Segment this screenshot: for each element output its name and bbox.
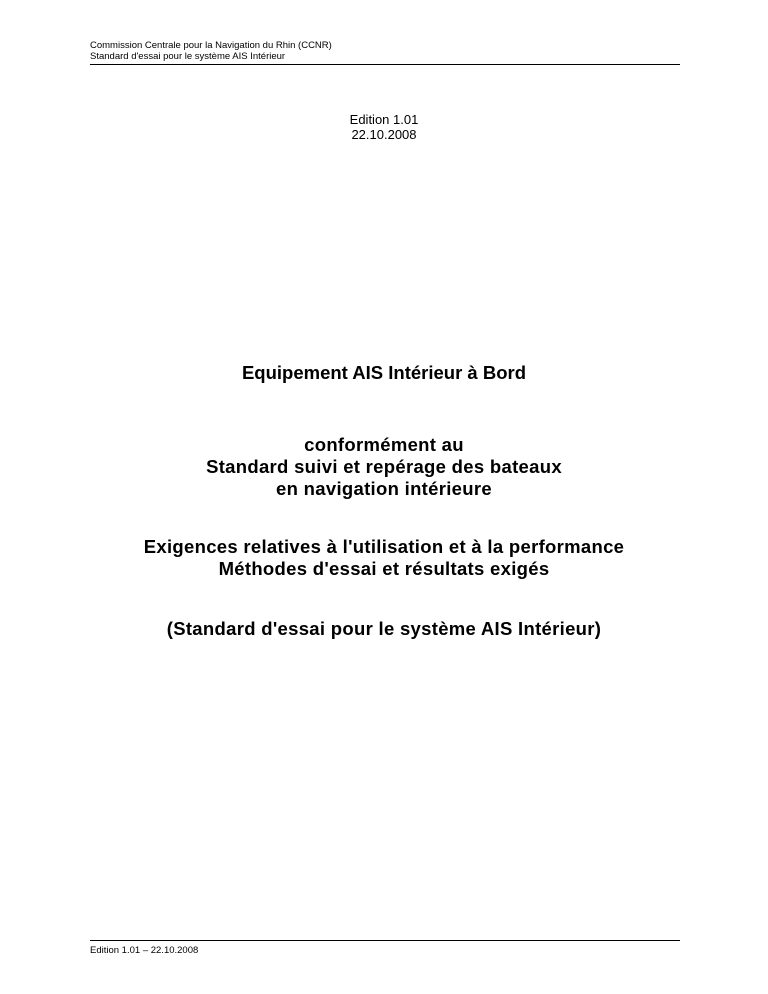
footer-edition: Edition 1.01 – 22.10.2008 xyxy=(90,945,199,956)
edition-version: Edition 1.01 xyxy=(349,112,419,127)
requirements-line: Exigences relatives à l'utilisation et à la performance xyxy=(143,536,625,557)
conformity-line: en navigation intérieure xyxy=(276,478,492,499)
edition-block xyxy=(0,112,768,142)
standard-subtitle-text: (Standard d'essai pour le système AIS Intérieur) xyxy=(166,618,602,639)
requirements-line: Méthodes d'essai et résultats exigés xyxy=(218,558,550,579)
edition-date: 22.10.2008 xyxy=(351,127,417,142)
standard-subtitle xyxy=(0,618,768,640)
page-footer xyxy=(90,940,680,956)
page-header xyxy=(90,40,680,65)
conformity-line: Standard suivi et repérage des bateaux xyxy=(206,456,562,477)
header-organization: Commission Centrale pour la Navigation du Rhin (CCNR) xyxy=(90,40,332,51)
header-document-title: Standard d'essai pour le système AIS Intérieur xyxy=(90,51,286,62)
conformity-line: conformément au xyxy=(304,434,464,455)
document-title: Equipement AIS Intérieur à Bord xyxy=(241,362,527,383)
conformity-block xyxy=(0,434,768,500)
requirements-block xyxy=(0,536,768,580)
